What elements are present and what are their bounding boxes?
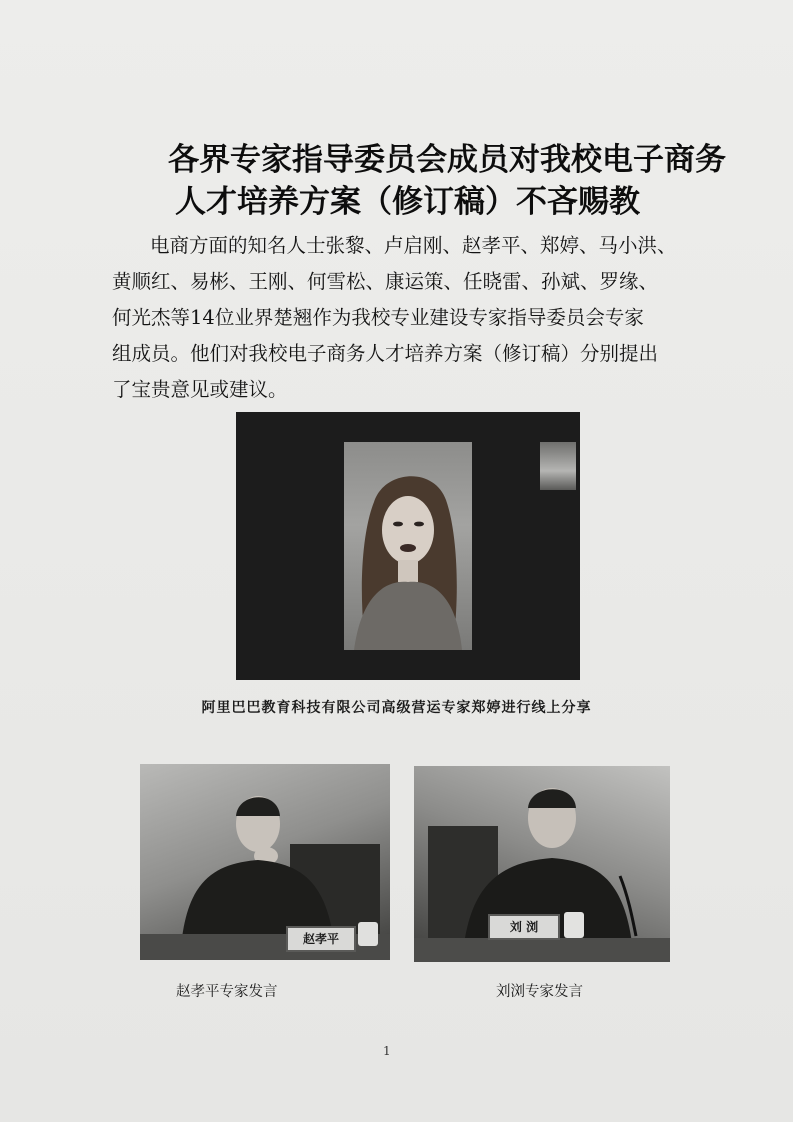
body-paragraph: [112, 228, 692, 408]
left-photo-caption: 赵孝平专家发言: [176, 984, 278, 1000]
nameplate-liu: 刘 浏: [488, 914, 560, 940]
nameplate-zhao: 赵孝平: [286, 926, 356, 952]
page-number: 1: [383, 1044, 391, 1058]
right-photo-caption: 刘浏专家发言: [496, 984, 583, 1000]
expert-zhao-photo: [140, 764, 390, 960]
body-line-1: 电商方面的知名人士张黎、卢启刚、赵孝平、郑婷、马小洪、: [150, 234, 677, 257]
main-photo-caption: 阿里巴巴教育科技有限公司高级营运专家郑婷进行线上分享: [201, 700, 592, 716]
body-line-4: 组成员。他们对我校电子商务人才培养方案（修订稿）分别提出: [112, 342, 659, 365]
expert-liu-photo: [414, 766, 670, 962]
body-line-3: 何光杰等14位业界楚翘作为我校专业建设专家指导委员会专家: [112, 306, 644, 329]
speaker-figure-icon: [344, 442, 472, 650]
document-title-line-1: 各界专家指导委员会成员对我校电子商务: [168, 142, 726, 178]
speaker-video-tile: [344, 442, 472, 650]
document-title-line-2: 人才培养方案（修订稿）不吝赐教: [175, 184, 640, 220]
body-line-5: 了宝贵意见或建议。: [112, 378, 288, 401]
body-line-2: 黄顺红、易彬、王刚、何雪松、康运策、任晓雷、孙斌、罗缘、: [112, 270, 659, 293]
online-sharing-photo: [236, 412, 580, 680]
participant-thumbnail: [540, 442, 576, 490]
